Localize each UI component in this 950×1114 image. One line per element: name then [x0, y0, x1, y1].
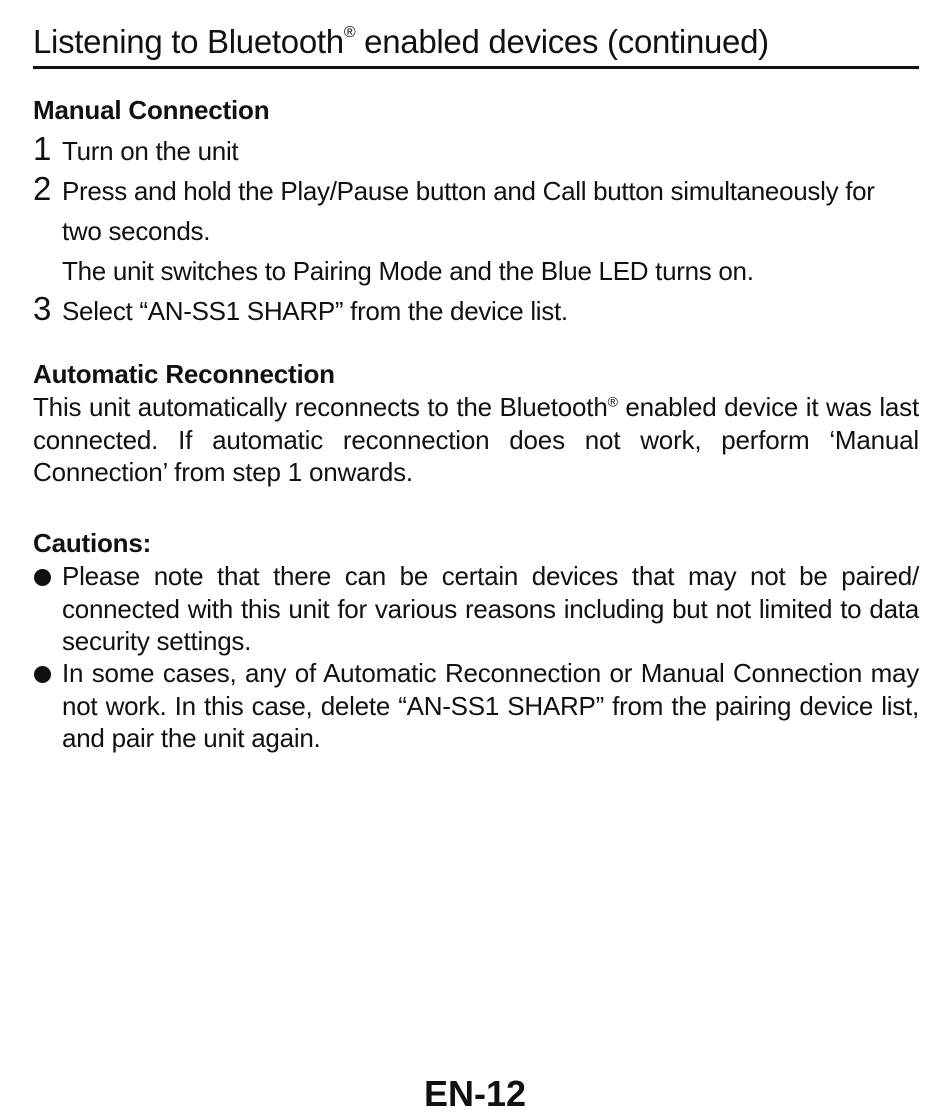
step-1-number: 1 — [33, 130, 52, 167]
step-1 — [33, 131, 919, 171]
page-number: EN-12 — [423, 1073, 527, 1114]
automatic-reconnection-text — [33, 391, 919, 489]
caution-item-text: In some cases, any of Automatic Reconnection or Manual Connection may not work. In this case, delete “AN-SS1 SHARP” from the pairing device list, and pair the unit again. — [62, 658, 919, 753]
bullet-icon — [34, 569, 51, 586]
caution-item — [33, 560, 919, 658]
bullet-icon — [34, 666, 51, 683]
step-1-text: Turn on the unit — [62, 136, 239, 166]
step-2-number: 2 — [33, 170, 52, 207]
manual-connection-heading: Manual Connection — [33, 95, 270, 125]
registered-mark: ® — [343, 24, 356, 41]
step-3-number: 3 — [33, 290, 52, 327]
page-title — [33, 22, 918, 62]
caution-item-text: Please note that there can be certain devices that may not be paired/ connected with this unit for various reasons including but not limited to data security settings. — [62, 561, 919, 656]
page-title-text: Listening to Bluetooth — [33, 23, 344, 60]
step-2-text: Press and hold the Play/Pause button and Call button simultaneously for two seconds. — [62, 176, 875, 246]
registered-mark: ® — [607, 393, 618, 410]
automatic-reconnection-heading: Automatic Reconnection — [33, 359, 335, 389]
step-3 — [33, 291, 919, 331]
automatic-reconnection-text-part-2: enabled device it was last connected. If automatic reconnection does not work, perform ‘Manual Connection’ from step 1 onwards. — [33, 392, 919, 487]
cautions-heading: Cautions: — [33, 528, 152, 558]
step-3-text: Select “AN-SS1 SHARP” from the device list. — [62, 296, 568, 326]
caution-item — [33, 657, 919, 755]
automatic-reconnection-text-part-1: This unit automatically reconnects to the Bluetooth — [33, 392, 608, 422]
step-2 — [33, 171, 919, 291]
title-underline — [33, 66, 919, 69]
step-2-note: The unit switches to Pairing Mode and the Blue LED turns on. — [62, 256, 754, 286]
page-title-text-continued: enabled devices (continued) — [355, 23, 769, 60]
